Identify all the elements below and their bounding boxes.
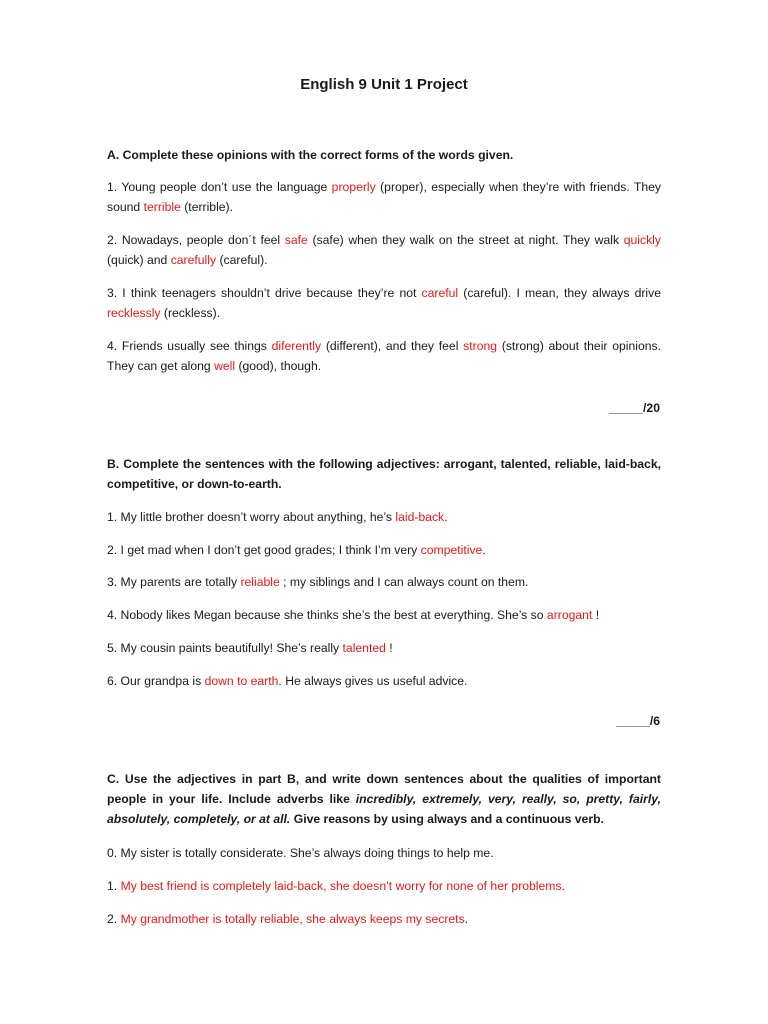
item-text: 4. Friends usually see things xyxy=(107,339,272,353)
item-text: 1. My little brother doesn’t worry about anything, he’s xyxy=(107,510,396,524)
section-c-item-2 xyxy=(107,909,661,929)
section-b-item-5 xyxy=(107,638,661,658)
item-text: . He always gives us useful advice. xyxy=(278,674,468,688)
answer: safe xyxy=(284,233,308,247)
item-text: 1. Young people don’t use the language xyxy=(107,180,332,194)
answer: My grandmother is totally reliable, she always keeps my secrets xyxy=(120,912,465,926)
section-a-item-3 xyxy=(107,283,661,323)
section-c-heading xyxy=(107,769,661,829)
answer: down to earth xyxy=(204,674,279,688)
item-text: 5. My cousin paints beautifully! She’s really xyxy=(107,641,343,655)
item-text: . xyxy=(482,543,486,557)
section-c-example: 0. My sister is totally considerate. She’s always doing things to help me. xyxy=(107,846,494,860)
item-text: 2. Nowadays, people don´t feel xyxy=(107,233,285,247)
answer: diferently xyxy=(271,339,322,353)
answer: strong xyxy=(463,339,498,353)
item-text: ! xyxy=(385,641,393,655)
answer: reliable xyxy=(240,575,280,589)
item-text: 4. Nobody likes Megan because she thinks she’s the best at everything. She’s so xyxy=(107,608,547,622)
section-b-score: _____/6 xyxy=(615,714,660,728)
item-text: 6. Our grandpa is xyxy=(107,674,205,688)
answer: terrible xyxy=(143,200,181,214)
answer: talented xyxy=(342,641,386,655)
item-text: ; my siblings and I can always count on them. xyxy=(279,575,529,589)
item-text: 3. I think teenagers shouldn’t drive because they’re not xyxy=(107,286,422,300)
item-text: (careful). xyxy=(216,253,268,267)
section-b-item-2 xyxy=(107,540,661,560)
answer: quickly xyxy=(623,233,661,247)
answer: well xyxy=(214,359,236,373)
section-b-item-3 xyxy=(107,572,661,592)
item-text: (proper), especially when they’re with friends. They sound xyxy=(107,180,662,214)
item-text: 2. xyxy=(107,912,121,926)
answer: carefully xyxy=(170,253,217,267)
item-text: (terrible). xyxy=(180,200,234,214)
section-a-item-2 xyxy=(107,230,661,270)
item-text: 1. xyxy=(107,879,121,893)
section-a-item-1 xyxy=(107,177,661,217)
heading-text: Give reasons by using always and a continuous verb. xyxy=(290,812,604,826)
item-text: . xyxy=(464,912,469,926)
item-text: (strong) about their opinions. They can get along xyxy=(107,339,661,373)
section-b-item-4 xyxy=(107,605,661,625)
section-c-item-1 xyxy=(107,876,661,896)
item-text: (quick) and xyxy=(107,253,171,267)
section-a-heading: A. Complete these opinions with the correct forms of the words given. xyxy=(107,148,514,162)
section-a-score: _____/20 xyxy=(609,401,660,415)
section-a-item-4 xyxy=(107,336,661,376)
page-title: English 9 Unit 1 Project xyxy=(300,76,468,93)
answer: My best friend is completely laid-back, she doesn’t worry for none of her problems xyxy=(120,879,562,893)
section-b-item-6 xyxy=(107,671,661,691)
item-text: (safe) when they walk on the street at night. They walk xyxy=(307,233,624,247)
section-b-item-1 xyxy=(107,507,661,527)
section-b-heading: B. Complete the sentences with the following adjectives: arrogant, talented, reliable, laid-back, competitive, or down-to-earth. xyxy=(107,457,661,491)
item-text: . xyxy=(444,510,448,524)
item-text: (good), though. xyxy=(235,359,322,373)
item-text: (careful). I mean, they always drive xyxy=(458,286,661,300)
item-text: (reckless). xyxy=(160,306,221,320)
answer: careful xyxy=(421,286,459,300)
answer: recklessly xyxy=(107,306,161,320)
item-text: 3. My parents are totally xyxy=(107,575,241,589)
answer: arrogant xyxy=(546,608,593,622)
heading-text: C. Use the adjectives in part B, and write down sentences about the qualities of important people in your life. Include adverbs like xyxy=(107,772,661,806)
item-text: 2. I get mad when I don’t get good grades; I think I’m very xyxy=(107,543,421,557)
answer: properly xyxy=(331,180,376,194)
adverb-list: incredibly, extremely, very, really, so, pretty, fairly, absolutely, completely, or at all. xyxy=(107,792,661,826)
answer: competitive xyxy=(420,543,483,557)
answer: laid-back xyxy=(395,510,445,524)
item-text: (different), and they feel xyxy=(321,339,464,353)
item-text: ! xyxy=(592,608,600,622)
item-text: . xyxy=(561,879,565,893)
